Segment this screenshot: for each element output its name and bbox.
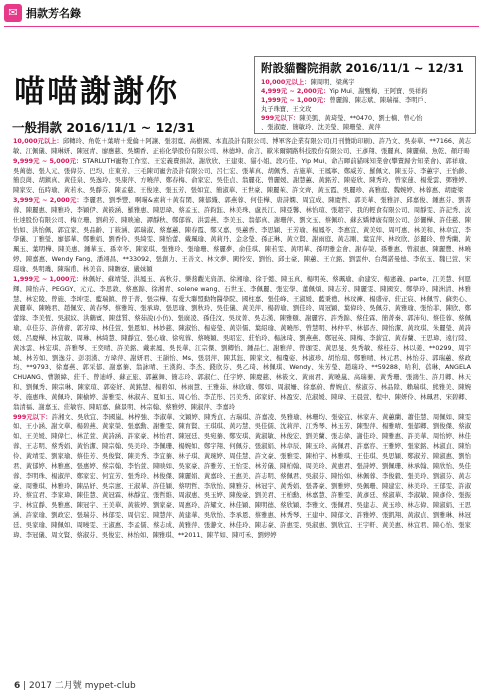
donor-names: 李麗君、劉季豐、啊喵&素莉＋黃有閑、陳郁織、郭燕蓉、何佳樺、唐詩嫻、周宜成、陳慶哲、郭美華、張雅評、邱嘉俊、鍾惠芬、劉書蓉、陳麗惠、陳雅玲、李穎伊、黃筱涵、羅雅惠、陳思瑋、蔡孟玉、許鈞鈺、林美珠、盧長江、陳亞馨、林怡瑄、張超宇、我的輕食有限公司、周靜雯、許記秀、波仕達股份有限公司、梅立珊、劉莉芳、陳映逾、譚靜秋、鄭郁蓉、洪雲燕、李美玉、翁郁真、謝珊萍、劉文玉、蔡佩玠、蘇玄嬌傳廣有限公司、彭儷樺、許佳慈、陳怡如、洪怡佩、郭宜家、吳品齡、丁筱涵、郭瑞淑、蔡嘉蕙、陳春霞、鄭又嘉、吳蕙香、李思穎、王芳瑜、楊鳳苓、李惠宜、黃美如、周可惠、林美和、林韋宜、李學儀、丁雅瑩、廖郁華、鄭雅娟、劉香伶、吳綺雯、陳怡蕾、戴珮瑜、黃莉丹、金念瑩、孫正琳、黃立賢、謝雨庭、黃志剛、葉宜萍、林玫欣、彭麗玲、曾秀蘭、黃珮玉、葉明樺、陳美惠、鍾華玉、孫幸苓、陳家琪、張雅玲、張瑜珊、蔡麗夢、俞佳琪、陳若雯、黃明華、孫明雅金會、謝春榮、孫雅惠、曾淑惠、陳麗豐、林曉婷、陳嘉惠、Wendy Fang、潘翊昌、**33092、張創力、王善文、林文夢、闕怜安、劉怡、邱士豪、陳蕙、王立銘、劉雲仲、台灣諾曼德、李依玉、魏巳萱、宋璟瑜、吳明璣、陳瑞甫、林美音、陳瞻寮、嚴妹穎 xyxy=(13,197,472,273)
page-number: 6 xyxy=(14,681,21,691)
amount-tier: 10,000元以上： xyxy=(13,138,63,145)
amount-tier: 1,999元 ~ 1,000元： xyxy=(13,275,83,283)
donor-paragraph xyxy=(13,275,471,413)
mail-icon: ✉ xyxy=(4,4,22,22)
donor-names: 陳美凱、黃琦瑩、**0470、劉士楠、曾心怡 xyxy=(299,115,423,122)
site-label: mypet-club xyxy=(84,681,136,691)
amount-tier: 999元以下： xyxy=(13,413,52,421)
amount-tier: 3,999元 ~ 2,000元： xyxy=(13,197,83,205)
donor-list xyxy=(13,137,471,541)
clinic-donation-line xyxy=(261,87,469,96)
amount-tier: 9,999元 ~ 5,000元： xyxy=(13,157,83,165)
donor-names: 、張淑慶、簡敏玲、沈美瑩、陳珊瑩、黃萍 xyxy=(261,124,381,131)
general-donation-heading: 一般捐款 2016/11/1 ~ 12/31 xyxy=(12,120,195,135)
header-divider xyxy=(4,26,479,27)
donor-names: 陳周明、梁萬宇 xyxy=(310,79,355,86)
donor-names: 曾麗錦、陳志斌、陳瑞福、李明戶、 xyxy=(329,97,431,104)
amount-tier: 10,000元以上： xyxy=(261,79,311,86)
issue-label: 2017 二月號 xyxy=(29,681,82,691)
page-title: 喵喵謝謝你 xyxy=(14,74,179,110)
donor-names: STARLUTH寵物工作室、王宏義賣捐款、謝欣欣、王建東、貓小姐、段巧佳、Yip Mui、命吉暉前貓咪知業會(攀賣歸舍知業會)、郭祥瑜、吳萬德、張人元、張偉芬、巴均、庄東芳、三毛陳司寵舍設計有限公司、呂仁宏、張華真、胡佩秀、古施華、王鳳寧、鄭威芳、羅佩文、陳玉芬、李蕙宇、王怡齡、簡良崗、胡鎮真、黃佳泉、吳逸玲、吳康萍、方曉萍、鄭春梅、俞家宏、吳佳貞、翁麗花、曾麗媛、謝慧蕙、黃銘芳、陳姿欣、陳秀玲、曾家蓮、楊愛雲、鄧雅婷、陳家安、伍時瑜、黃若永、吳靜芬、陳孟慈、王俊達、張玉芳、張如宜、簡淑華、王世豪、陳麗茱、許文齊、黃玉霞、吳麗珍、高雅庭、魏婉婷、林蓉惠、胡慶梁 xyxy=(13,157,471,195)
donor-names: Yip Mui、謝甄梅、王阿寶、吳祥鈞 xyxy=(329,88,428,95)
section-title: 捐款芳名錄 xyxy=(26,7,81,20)
amount-tier: 4,999元 ~ 2,000元： xyxy=(261,88,330,95)
donor-names: 許湘文、吳欣宜、李國嵐、林梓強、李淑華、文穎婷、陳秀貞、古瑞琪、許嘉凌、吳雅瑜、林珊均、張姿宜、林家卉、黃蕙蘭、蕭佳慧、周佩如、陳雯如、王小涵、謝文華、楊碧燕、黃家榮、張嘉勳、謝雅雯、陳育賢、王琪琪、黃巧慧、吳佳儒、沈莉萍、江秀琴、林玉芳、陳聖萍、楊雅晴、張郁卿、劉俊傑、蔡淑如、王美媛、陳偉仁、林芷萱、黃詩涵、許家豪、林怡君、陳冠廷、吳宛蓁、鄭安琪、黃淑敏、林俊宏、劉美蘭、張志偉、謝佳玲、陳雅惠、許美華、周怡婷、林佳蓉、王志明、蔡秀娟、黃怡潔、陳宗翰、吳美玲、李佩珊、楊婉如、鄭宇翔、何佩芬、張淑娟、林韋辰、陳玉玲、高佩君、許嘉容、王雅婷、張家銘、林淑貞、陳怡伶、黃靖雯、劉家瑜、蔡佳芳、吳俊賢、陳美秀、李宜蓁、林子琪、黃琬婷、周佳慧、許文豪、張雅雯、陳柏宇、林雅琪、王佳琪、吳思穎、鄭淑芳、陳淑惠、劉怡君、黃郁婷、林雅惠、張惠婷、蔡宗翰、李怡萱、陳映如、吳家豪、許雅芳、王怡雯、林芳儀、陳柏翰、周美玲、黃惠君、張詩婷、劉佩珊、林承翰、陳欣怡、吳佳蓉、李明珠、楊淑萍、鄭家宏、何宜芳、張秀玲、林俊傑、陳麗娟、黃嘉玲、王惠美、許志明、蔡佩君、吳淑芬、陳怡如、林佩蓉、李俊毅、張美玲、劉淑芬、黃志豪、周雅琪、林雅玲、陳品妤、吳宗憲、王淑華、許佳穎、蔡明哲、李欣怡、陳雅芬、林冠宇、黃秀娟、張書豪、劉雅婷、吳佩珊、陳建宏、林美玲、王郁雯、許淑玲、蔡宜君、李家瑋、陳佳慧、黃冠霖、林靜宜、張哲維、周淑惠、吳玉婷、陳俊豪、劉美君、王柏勳、林嘉慧、許雅雯、黃彥廷、蔡淑華、李淑敏、陳彥伶、張振宇、林宜靜、吳雅惠、陳冠宇、王美華、黃筱婷、劉家豪、周惠玲、許耀文、林佳穎、陳明德、蔡欣穎、李雅文、張佩君、吳建志、黃玉珍、林志偉、陳淑娟、王思涵、許家瑜、劉政宏、張瑞芬、林郁雯、周信宏、陳慧萍、黃建華、吳欣怡、李承恩、蔡雅惠、林秀琴、王建中、陳郁文、許雅婷、張凱翔、黃淑貞、劉雅琳、林冠廷、吳家瑜、陳佩如、周曉雯、王淑惠、李孟儒、蔡志成、黃雅萍、張瀞文、林佳玲、陳志豪、許惠雯、吳淑惠、劉欣宜、王宇軒、黃美惠、林宜君、陳心怡、張家瑋、李冠儀、周文賢、蔡淑芬、吳俊宏、林怡如、陳雅琪、**2011、陳芊如、陳可禾、劉婷婷 xyxy=(13,413,471,539)
clinic-donation-line xyxy=(261,96,469,105)
header-bar xyxy=(0,0,483,26)
clinic-donation-line xyxy=(261,114,469,123)
clinic-donation-title: 附設貓醫院捐款 2016/11/1 ~ 12/31 xyxy=(261,61,464,75)
amount-tier: 999元以下： xyxy=(261,115,300,122)
donor-names: 丸子珠寶、王文玫 xyxy=(261,106,312,113)
donor-paragraph xyxy=(13,157,471,196)
clinic-donation-box xyxy=(254,56,476,134)
donor-names: 邱轉玲、角乾＋葉晴＋愛倫＋阿讓、張羽寬、高樹國、本直設計有限公司、博軍客企業有限公司(月刊贊助印刷)、許乃文、吳泰華、**7166、黃志敏、江佩儀、陳琳妍、陳冠青、廖應慈、吳嫻香、正裕化學股份有限公司、林德坤、俞言、歐米爾網路科技股份有限公司、王彥翔、張麗真、陳麗蘋、魚乾、顏玗暘 xyxy=(13,138,472,155)
amount-tier: 1,999元 ~ 1,000元： xyxy=(261,97,330,104)
donor-paragraph xyxy=(13,413,471,541)
clinic-donation-line xyxy=(261,123,469,132)
donor-paragraph xyxy=(13,196,471,275)
page-footer: 6 | 2017 二月號 mypet-club xyxy=(14,681,136,691)
donor-names: 林佩好、蘇靖瑩、洪鳳玉、高秋芬、樂蕎觀光資訊、徐湘瑜、徐于懿、陳玉真、楊明英、蔡珮瑜、俞建安、楊憲義、parte、江美慧、何愿輝、陳怡卉、PEGGY、元元、李思敦、蔡惠錦、徐湘青、solene wang、石世玉、李佩麗、張宏學、董佩煩、陳志芳、陳麗雯、陳國安、鄭學玲、陳洲清、林雅慧、林宏陵、曾施、李坤雯、藍瑞鎮、曾于菁、張宗樺、有愛大聯盟動物醫學院、國柱嘉、張佳峰、王淑媛、藍秉禮、林玟褲、楊盛帝、莊正宸、林佩雪、蘇奕心、黃麗華、陳曉君、趙佩安、黃春琴、蔡雅筠、張承瑋、張思瑜、劉秋玲、吳佳儀、黃美萍、楊碧瑜、劉佳玲、周冠穎、葉偉玲、吳佩芬、黃雅瑜、張怡菲、陳欣、鄭蕾緣、李美恆、吳淑紋、洪鶴賓、陳莛質、蔡茹說(小仿)、張廣凌、孫佳汶、吳玟菁、吳志漢、陳雅頤、謝麗容、許秀錦、蔡佳霖、簡菁秦、郭沛旬、蔡佳蓉、蔡佩瑜、卓佳芬、許倩畬、郭芳璋、林佳萱、張恩如、林妙慈、陳淑怡、楊姿瑩、黃崇儒、葉紹瑜、黃曉彤、曾慧明、林仲平、林郁杏、陳怡潔、黃玫琪、朱麗瑩、黃詩媛、呂慶樺、林宜敏、周琳、林綺慧、陳靜宜、張心瑜、徐宛蓉、蔡曉穎、吳昭宏、莊怡玲、楊詠琦、劉燕燕、鄭冠英、陳梅、李薪宜、黃春蘭、王思瑋、遠行陸、黃冰雲、林宏琪、許雅琴、王奕晴、許美銘、戴素鳳、吳長華、江宗傑、劉卿怡、鍾品仁、謝雅萍、曾珈雯、黃思旻、吳秀敏、蔡桂芬、林以姜、**0299、周宇城、林芳如、劉逸芬、彭羽漢、方瑋萍、謝妍君、王韻怡、Ms、張羽萍、陳其鈺、陳家文、楊瓊姿、林淑珍、胡怡瑄、鄭雅晴、林元君、林怡芬、郭瑞蕙、蔡政均、**9793、徐嘉燕、郭采郁、謝嘉蓁、翁詠晴、王漢鈞、李杰、錢欣芬、吳乙琦、林佩琪、Wendy、朱芳瑩、趙瑞玲、**59288、哈利、蓓琳、ANGELA CHUANG、曹顥緯、莊千、曾迪崢、蘇正旅、郭蕙舞、簡志玲、郭淑仁、任宇婷、陳慶慈、林筱文、黃雨君、黃曉嵐、高瑞蓁、黃秀珊、張鴻生、許月卿、林天和、劉佩秀、陳宗琳、陳家瑄、郭姿妤、黃銘慧、楊碧如、林雨慧、王雅茹、林欣瑜、鄭如、周淑姍、徐嘉蔚、曹婉貞、蔡淑芬、林品陞、賴瑞琪、熊雅美、陳婉苓、施惠珠、黃佩玲、陳榆婷、游雅雯、林淑卉、夏如玉、周心怡、李芷彤、呂美秀、邱家妤、林盈安、范淑媛、陳瑋、王晨萱、程中、陳妍伶、林珮君、宋碧卿、翁清福、謝嘉玉、莊敏容、陳昭嘉、蘇景明、林宗翰、蔡雅婷、陳淑萍、李嘉玲 xyxy=(13,275,471,411)
donor-paragraph xyxy=(13,137,471,157)
clinic-donation-line xyxy=(261,78,469,87)
clinic-donation-line xyxy=(261,105,469,114)
